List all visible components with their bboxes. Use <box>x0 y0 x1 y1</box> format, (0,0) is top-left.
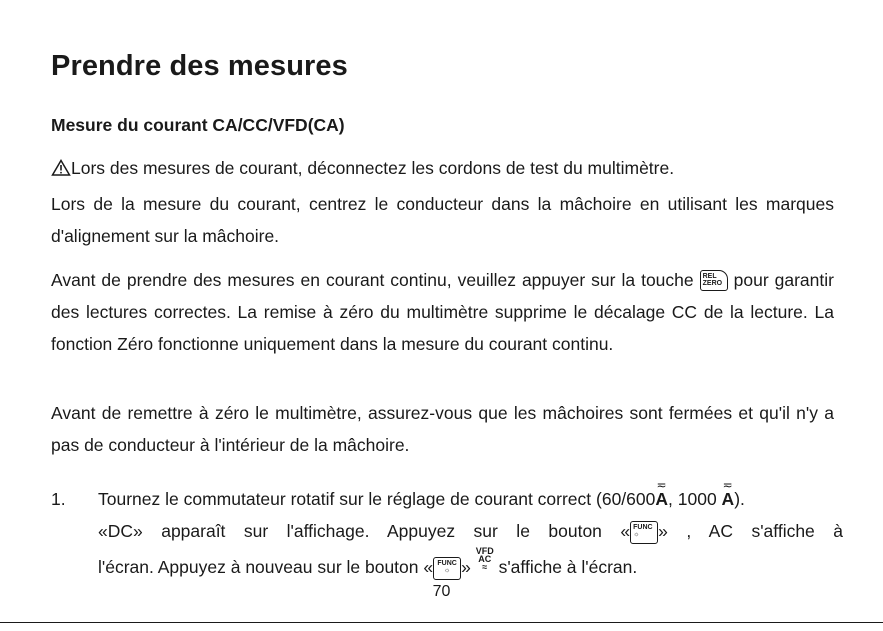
warning-paragraph <box>51 152 834 184</box>
vfd-ac-icon: VFD AC ≈ <box>475 546 494 572</box>
alignment-paragraph: Lors de la mesure du courant, centrez le conducteur dans la mâchoire en utilisant les marques d'alignement sur la mâchoire. <box>51 194 834 246</box>
zero-text-before: Avant de prendre des mesures en courant continu, veuillez appuyer sur la touche <box>51 270 694 290</box>
footer-rule <box>0 622 883 623</box>
func-key-icon-2: FUNC ☼ <box>433 557 461 580</box>
warning-triangle-icon <box>51 154 71 171</box>
jaw-paragraph: Avant de remettre à zéro le multimètre, assurez-vous que les mâchoires sont fermées et qu'il n'y a pas de conducteur à l'intérieur de la mâchoire. <box>51 403 834 455</box>
step-number: 1. <box>51 489 66 509</box>
warning-text: Lors des mesures de courant, déconnectez les cordons de test du multimètre. <box>71 158 675 178</box>
zero-text-after: pour garantir des lectures correctes. La remise à zéro du multimètre supprime le décalage CC de la lecture. La fonction Zéro fonctionne uniquement dans la mesure du courant continu. <box>51 270 834 354</box>
rel-zero-key-icon: REL ZERO <box>700 270 728 291</box>
zero-paragraph <box>51 264 834 360</box>
func-key-icon: FUNC ☼ <box>630 521 658 544</box>
step-line-1: Tournez le commutateur rotatif sur le réglage de courant correct (60/600 ≂ A, 1000 ≂ A). <box>98 483 843 515</box>
ac-amp-icon: ≂ A <box>655 478 669 509</box>
page-title: Prendre des mesures <box>51 50 348 82</box>
step-line-3: l'écran. Appuyez à nouveau sur le bouton « FUNC ☼ » VFD AC ≈ s'affiche à l'écran. <box>98 547 843 583</box>
step-line-2: «DC» apparaît sur l'affichage. Appuyez sur le bouton « FUNC ☼ » , AC s'affiche à <box>98 515 843 547</box>
step-body <box>98 478 843 583</box>
ac-amp-icon-2: ≂ A <box>721 478 735 509</box>
section-subtitle: Mesure du courant CA/CC/VFD(CA) <box>51 115 345 135</box>
page-number: 70 <box>432 583 451 600</box>
